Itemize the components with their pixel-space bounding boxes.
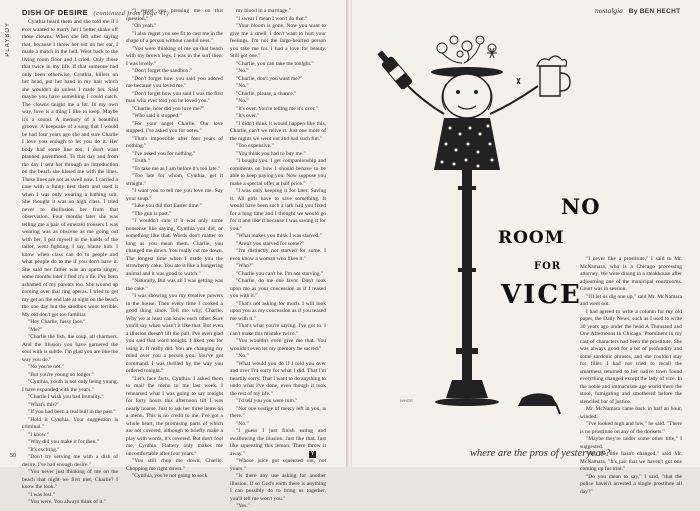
paragraph: my blood in a marriage." — [236, 8, 291, 14]
paragraph: "But you're young no longer." — [28, 371, 94, 378]
paragraph: "I regret you pressing me on this question." — [126, 8, 223, 22]
story-column-2 — [126, 8, 223, 479]
paragraph: "Don't forget the sandbox." — [132, 68, 193, 74]
paragraph: "Charlie, do me one favor. Don't look upon me as your concession as if I teased you with it." — [230, 278, 326, 299]
paragraph: "Truth." — [132, 158, 150, 164]
paragraph: "Aren't you starved for some?" — [236, 240, 305, 247]
paragraph: "Whose juice got squeezed out, not yours." — [230, 458, 326, 472]
paragraph: "Charlie you can't be. I'm not starving." — [236, 270, 324, 277]
headline-word-vice: VICE — [501, 280, 582, 310]
paragraph: "I was lost." — [28, 491, 55, 498]
paragraph: "I didn't think it would happen like this, Charlie, can't we relive it. Just one more of the nights we went out and had such fun." — [230, 120, 326, 142]
paragraph: "I've looked high and low," he said. "There is no prostitute on any of the dockets." — [580, 421, 682, 435]
paragraph: "I bought you. I get companionship and comments on how I should behave to be able to keep paying you. Now suppose you make a special offer at half price." — [230, 158, 326, 187]
headline-word-for: FOR — [534, 261, 562, 272]
paragraph: "Let's face facts, Cynthia. I asked them to mail the menu to me last week. I rehearsed what I was going to say tonight for forty hours this afternoon till I was nearly hoarse. Just to ask her three items on a menu. This is no credit to me. I've got a whole heart, the promising parts of which are not covered, although to briefly make a play with words, it's covered. But don't fool me, Cynthia. Flattery only makes me uncomfortable after four years." — [126, 375, 223, 457]
continued-note: (continued from page 41) — [93, 10, 170, 17]
paragraph: "It's exciting." — [28, 446, 60, 453]
paragraph: "You wouldn't even give me that. You wouldn't even let my memory be sacred." — [230, 338, 326, 352]
paragraph: "I want you to tell me you love me. Say your soup." — [126, 188, 223, 202]
paragraph: "Do you mean to say," I said, "that the police haven't arrested a single prostitute all day?" — [580, 473, 682, 495]
paragraph: "Charlie, don't you want me?" — [236, 75, 303, 82]
paragraph: "No." — [236, 68, 249, 74]
face — [442, 74, 492, 118]
magazine-side-label: PLAYBOY — [5, 22, 11, 57]
paragraph: "That's impossible after four years of nothing." — [126, 135, 223, 149]
paragraph: "Yes." — [236, 503, 250, 509]
sparkle-icon — [487, 48, 520, 84]
paragraph: "You were. You always think of it." — [28, 499, 107, 505]
paragraph: "Charlie, how did you love me?" — [132, 105, 205, 112]
paragraph: "I also regret you see fit to cast me in the shape of a person without candid ness." — [126, 30, 223, 44]
paragraph: "I was showing you my creative powers in the house. Then every time I cooked a good thing since. Tell me why, Charlie. Why we at least can know each other. Sure you'll say when wasn't it like that. But even a illusion doesn't lift the pall. I've even glad you said that word tonight. I liked you for using it. It really did. You are changing my mind over you a person you. You've got command. I was thrilled by the way you ordered tonight." — [126, 293, 223, 374]
paragraph: "That's what you're saying. I've got to. I can't make this mistake twice." — [230, 323, 326, 337]
paragraph: "Cynthia, you're not going to sock — [132, 473, 208, 479]
paragraph: "Cynthia, youth is not only being young. I have expanded with the years." — [22, 379, 118, 393]
paragraph: "No." — [236, 420, 249, 427]
running-head-title: DISH OF DESIRE — [22, 8, 89, 17]
headline-word-no: NO — [561, 194, 601, 219]
paragraph: "What makes you think I was starved." — [236, 233, 322, 239]
paragraph: "No." — [236, 83, 249, 89]
paragraph: "Don't forget how you said I was the first man who ever told you he loved you." — [126, 90, 223, 104]
paragraph: "Who said it stopped." — [132, 113, 182, 119]
paragraph: "Like you did that Easter time." — [132, 203, 202, 209]
end-mark: Y — [310, 451, 315, 457]
right-page — [352, 0, 700, 495]
paragraph: "What's this?" — [28, 401, 60, 408]
patterned-dress — [434, 118, 500, 170]
paragraph: "Oh yeah." — [132, 23, 157, 29]
paragraph: "You still chop me down, Charlie. Chopping me right down." — [126, 458, 223, 472]
paragraph: "Not one vestige of mercy left in you, is there." — [230, 405, 326, 419]
paragraph: "You never just thinking of me on the beach that night we first met, Charlie? I know the look." — [22, 469, 118, 490]
paragraph: "I know." — [28, 431, 49, 438]
paragraph: "Don't try serving me with a dish of desire. I've had enough desire." — [22, 454, 118, 468]
paragraph: "Hey Charlie, fussy face." — [28, 319, 86, 325]
paragraph: "Maybe they're under some other title," I suggested. — [580, 436, 682, 450]
paragraph: "No." — [236, 98, 249, 104]
paragraph: "Charlie I wish you had brutality." — [28, 394, 104, 400]
paragraph: "Don't forget how you said you adored me because you loved me." — [126, 75, 223, 89]
lamppost — [435, 170, 499, 406]
paragraph: Mr. McNamara came back in half an hour, winded. — [580, 406, 682, 420]
paragraph: "I'd tell you you were ruin." — [236, 398, 298, 404]
paragraph: Cynthia heard them and she told me if I ever wanted to marry her I better shake off those clowns. When she left after saying that, because I threw her out on her ear, I made a match in the hell. Went back to the living room floor and I cried. Only those that twice in my life. If that someone had only been otherwise, Cynthia, killers on her head, put her hand in my hair which she wouldn't do unless I made her. Said maybe you have something I could catch. The clowns taught me a lot. In my own way, love is a thing I like to keep. Maybe it's a sound. A memory of a beautiful groove. A keepsake of a song that I would be had four years ago she and sure Charlie I love you enough to let you do it. Her body had some line too. I don't want planned parenthood. To this day and from the day I sent her through an introduction on the beach she kissed me with the lines. These lines are not as swell now. I carried a case with a funny nest them and used it when I was only wearing a bathing suit. She thought it was so high class. I tried never to disillusion her from that observation. Four months later she was telling me a pair of emerald trousers I was wearing was as obscene as me going out with her. I put myself in the hands of the tailor, went fighting, I say, blame him. I know when class can do to people and what people do to me if you don't have it. She said her father was an opera singer, some months later I find it's a lie. I've been ashamed of my parents too. She wound up coming over that ring operas. I tried to get my get on the end late at night on the beach the one day but the sandbox went terrible. My old don't get too familiar. — [22, 19, 118, 318]
paragraph: "I'll let us dig one up," said Mr. McNamara and went out. — [580, 293, 682, 307]
kicker: nostalgia — [595, 6, 623, 15]
paragraph: "The gun is past." — [132, 210, 172, 217]
story-column-3 — [230, 8, 326, 509]
paragraph: I had agreed to write a column for my old paper, the Daily News, such as I used to write 30 years ago under the head A Thousand and One Afternoons in Chicago. Prominent in my cast of characters had been the prostitute. She was always good for a bit of profundity and some sardonic phrases, and she couldn't stay for filler. I had not tried to recall the smartness returned to her native town found everything changed except the lady of vice. In the noble and immaculate age world there the stool, fumigating and smothered before the stenciled bar of justice. — [580, 308, 682, 405]
left-page — [0, 0, 348, 509]
paragraph: "Charlie, please, a chance." — [236, 90, 297, 97]
byline: By BEN HECHT — [628, 8, 681, 15]
paragraph: "Charlie, you can take me tonight." — [236, 60, 314, 67]
paragraph: "To take me as I am before it's too late." — [132, 165, 221, 172]
paragraph: "You think you had to buy me." — [236, 150, 306, 157]
paragraph: "I'm distinctly not starved for some. I even know a woman who likes it." — [230, 248, 326, 262]
illustration-credit: WHITE — [400, 398, 413, 403]
paragraph: "I've asked you for nothing." — [132, 150, 196, 157]
paragraph: "I never like a prostitute," I said to Mr. McNamara, who is a Chicago processing attorney. We were dining in a steakhouse after adjourning one of the municipal courtrooms. Court was in session. — [580, 256, 682, 292]
paragraph: "No, the title hasn't changed," said Mr. McNamara. "It's just that we haven't got one coming up for trial." — [580, 451, 682, 472]
paragraph: "It's over." — [236, 113, 260, 119]
beer-mug-icon — [537, 56, 570, 96]
bottle-icon — [377, 50, 413, 90]
paragraph: "I was only keeping it for later. Saving it. All girls have to save something. It would have been such a lark had you fixed for a long time and I thought we would go for it and like it because I was saving it for you." — [230, 188, 326, 232]
paragraph: "I guess I just finish eating and swallowing the illusion. Just like that. Just like squeezing this lemon. There throw it away." — [230, 428, 326, 457]
paragraph: "Naturally. But was all I was getting was the cake." — [126, 278, 223, 292]
flower-bouquet-icon — [437, 36, 496, 63]
lamppost-figure-illustration — [372, 18, 577, 428]
paragraph: "It's over. You're telling me it's over." — [236, 105, 318, 112]
illustration-lamppost-figure — [372, 18, 577, 428]
page-number: 50 — [10, 453, 17, 459]
paragraph: "What would you do if I told you over and over I'm sorry for what I did. That I'm heartily sorry. That I want to do anything to undo what I've done, even though it took the rest of my life." — [230, 360, 326, 397]
paragraph: "That's not asking for much. I will look upon you as my concession as if you teased me with it." — [230, 300, 326, 322]
paragraph: "Hold it Cynthia. Your suggestion is criminal." — [22, 416, 118, 430]
headline-word-room: ROOM — [498, 228, 565, 248]
paragraph: "For your angel Charlie. Our love stopped. I've asked you for notes." — [126, 120, 223, 134]
story-column-1 — [22, 19, 119, 505]
paragraph: "No you're not." — [28, 364, 64, 370]
paragraph: "I wouldn't care if it was only some nonsense like saying, Cynthia you did, or something like that. Words don't matter so long as you mean them. Charlie, you changed me down. You really cut me down. The longest time when I made you the strawberry cake. You ate it like a hungering animal and it was good to watch." — [126, 218, 223, 277]
paragraph: "Your bloom is gone. Now you want to give me a smell. I don't want to hurt your feelings. I'm not the large-hearted person you take me for. I had a love for beauty. Still got one." — [230, 23, 326, 59]
paragraph: "Too expensive." — [236, 143, 274, 149]
paragraph: "You were thinking of me on that beach with my brown legs. I was in the surf then. I was lovely." — [126, 45, 223, 67]
story-column-right — [580, 256, 682, 495]
deck-tagline: where are the pros of yesteryear? — [470, 448, 611, 459]
shoe-icon — [518, 393, 560, 414]
paragraph: "Too late for whom, Cynthia, get it straight." — [126, 173, 223, 187]
paragraph: "I swear I mean I won't do that." — [236, 15, 308, 22]
paragraph: "Why did you make it for then." — [28, 439, 99, 445]
paragraph: "If you had been a real bull in the past." — [28, 409, 116, 415]
paragraph: "Charlie the fish, the soup, all charmers. And the illusion you have garnered the soul with is subtle. I'm glad you are like the way you do." — [22, 334, 119, 363]
byline-bar — [595, 6, 680, 15]
paragraph: "Me?" — [28, 326, 43, 333]
paragraph: "No." — [236, 353, 249, 359]
paragraph: "Is there any use asking for another illusion. If so God's earth there is anything I can possibly do to bring us together, you'll tell me won't you." — [230, 473, 326, 502]
paragraph: "Who?" — [236, 263, 254, 269]
